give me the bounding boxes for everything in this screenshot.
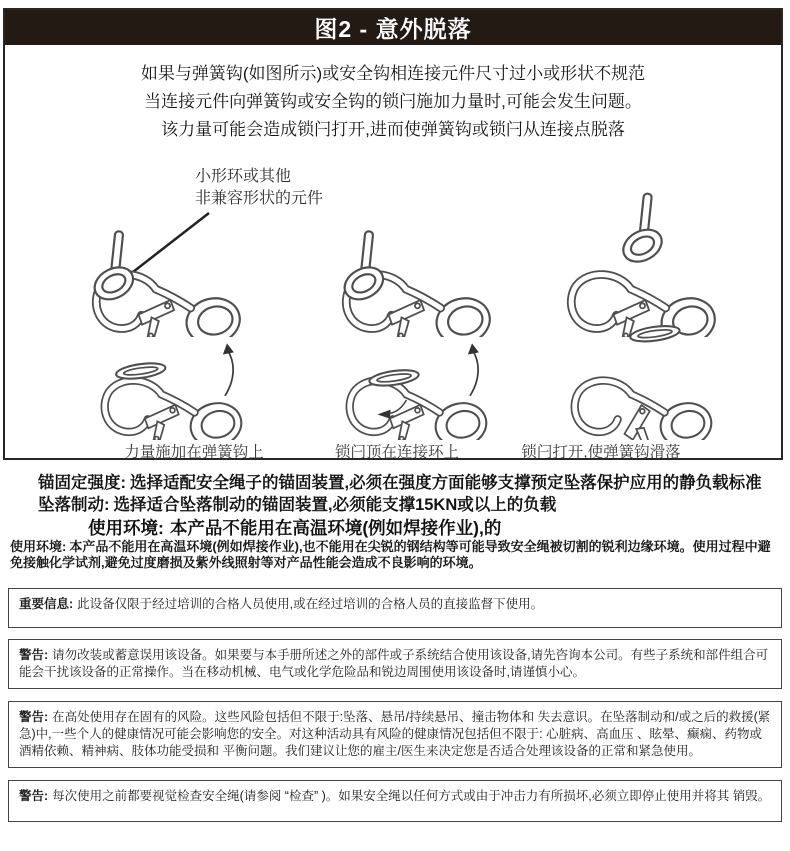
connector-ring-icon (89, 231, 138, 306)
notice-text: 此设备仅限于经过培训的合格人员使用,或在经过培训的合格人员的直接监督下使用。 (77, 597, 544, 611)
rotation-arrow-icon (223, 343, 234, 395)
environment-headline-label: 使用环境: (88, 518, 164, 538)
notice-text: 每次使用之前都要视觉检查安全绳(请参阅 “检查” )。如果安全绳以任何方式或由于冲击力有所损坏,必须立即停止使用并将其 销毁。 (52, 789, 771, 803)
intro-line: 如果与弹簧钩(如图所示)或安全钩相连接元件尺寸过小或形状不规范 (140, 64, 646, 83)
figure-caption-1: 力量施加在弹簧钩上 (124, 444, 264, 461)
environment-headline-text: 本产品不能用在高温环境(例如焊接作业),的 (169, 518, 502, 538)
environment-note-label: 使用环境: (10, 539, 67, 554)
snap-hook-illustration (300, 302, 535, 440)
connector-ring-icon (629, 323, 680, 344)
callout-line-2: 非兼容形状的元件 (195, 190, 324, 207)
snap-hook-illustration (525, 302, 760, 440)
connector-ring-icon (368, 368, 419, 389)
notice-text: 请勿改装或蓄意误用该设备。如果要与本手册所述之外的部件或子系统结合使用该设备,请先咨询本公司。有些子系统和部件组合可能会干扰该设备的正常操作。当在移动机械、电气或化学危险品和锐边周围使用该设备时,请谨慎小心。 (19, 648, 769, 679)
snap-hook-icon (575, 323, 716, 440)
snap-hook-figure-gate-pressed (300, 302, 535, 440)
environment-note-text: 本产品不能用在高温环境(例如焊接作业),也不能用在尖锐的钢结构等可能导致安全绳被切割的锐利边缘环境。使用过程中避免接触化学试剂,避免过度磨损及紫外线照射等对产品性能会造成不良影响的环境。 (10, 539, 771, 570)
spec-text: 选择适合坠落制动的锚固装置,必须能支撑15KN或以上的负载 (113, 496, 557, 514)
connector-ring-icon (115, 361, 166, 382)
gate-icon (145, 405, 179, 440)
notice-label: 警告: (19, 710, 49, 724)
figure-intro-text (5, 60, 781, 144)
figure-title-bar (5, 10, 781, 45)
notice-label: 警告: (19, 648, 49, 662)
anchor-strength-spec (38, 469, 768, 493)
connector-ring-icon (339, 231, 388, 306)
environment-headline (88, 515, 501, 540)
notice-label: 重要信息: (19, 597, 74, 611)
figure-caption-3: 锁闩打开,使弹簧钩滑落 (521, 444, 681, 461)
warning-box-inspection (8, 780, 782, 822)
callout-line-1: 小形环或其他 (195, 168, 292, 185)
snap-hook-illustration (55, 302, 290, 440)
notice-text: 在高处使用存在固有的风险。这些风险包括但不限于:坠落、悬吊/持续悬吊、撞击物体和 失去意识。在坠落制动和/或之后的救援(紧急)中,一些个人的健康情况可能会影响您的安全。对这种活动具有风险的健康情况包括但不限于: 心脏病、高血压 、眩晕、癫痫、药物或酒精依赖、精神病、肢体功能受损和 平衡问题。我们建议让您的雇主/医生来决定您是否适合处理该设备的正常和紧急使用。 (19, 710, 771, 758)
gate-icon (390, 405, 424, 440)
intro-line: 该力量可能会造成锁闩打开,进而使弹簧钩或锁闩从连接点脱落 (161, 120, 625, 139)
figure-caption-2: 锁闩顶在连接环上 (334, 444, 459, 461)
environment-note (10, 539, 782, 571)
snap-hook-icon (350, 343, 491, 440)
notice-label: 警告: (19, 789, 49, 803)
connector-ring-icon (618, 193, 667, 268)
warning-box-misuse (8, 639, 782, 689)
snap-hook-figure-gate-open (525, 302, 760, 440)
warning-box-health-risks (8, 701, 782, 768)
spec-label: 坠落制动: (38, 496, 110, 514)
figure-title: 图2 - 意外脱落 (314, 16, 472, 42)
spec-label: 锚固定强度: (38, 474, 126, 492)
snap-hook-icon (105, 343, 246, 440)
figure-2-box (3, 8, 783, 460)
rotation-arrow-icon (468, 343, 479, 395)
important-info-box (8, 588, 782, 628)
snap-hook-figure-force-applied (55, 302, 290, 440)
intro-line: 当连接元件向弹簧钩或安全钩的锁闩施加力量时,可能会发生问题。 (144, 92, 642, 111)
fall-arrest-spec (38, 491, 768, 515)
spec-text: 选择适配安全绳子的锚固装置,必须在强度方面能够支撑预定坠落保护应用的静负载标准 (130, 474, 762, 492)
